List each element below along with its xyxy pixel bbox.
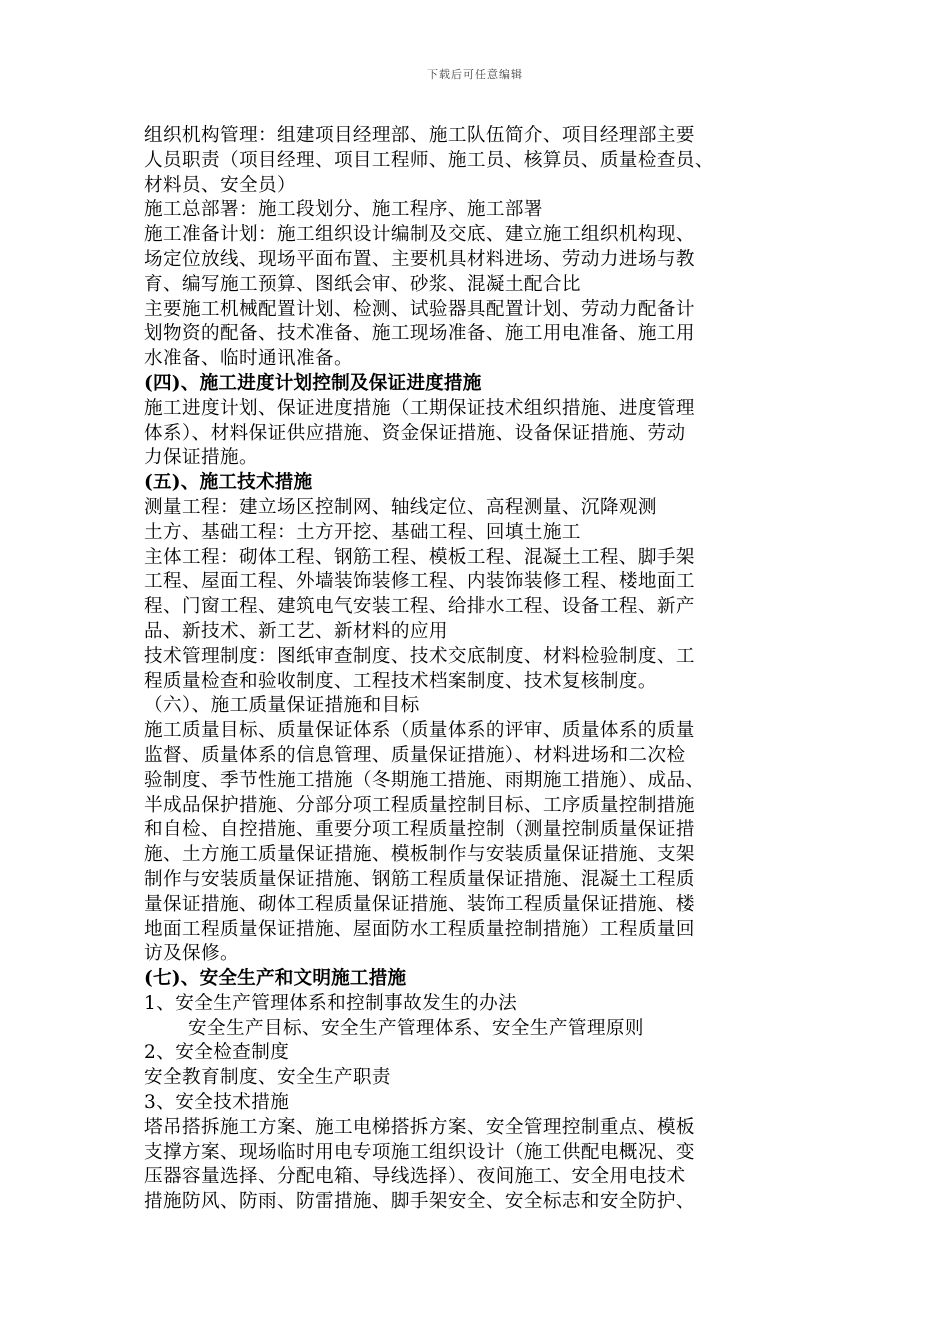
text-line: 程、门窗工程、建筑电气安装工程、给排水工程、设备工程、新产 [144,596,695,618]
text-line: 塔吊搭拆施工方案、施工电梯搭拆方案、安全管理控制重点、模板 [144,1116,695,1138]
text-line: 材料员、安全员） [144,174,296,196]
text-line: 施工进度计划、保证进度措施（工期保证技术组织措施、进度管理 [144,397,695,419]
section-heading: (七)、安全生产和文明施工措施 [144,968,407,990]
text-line: 和自检、自控措施、重要分项工程质量控制（测量控制质量保证措 [144,819,695,841]
text-line: 体系）、材料保证供应措施、资金保证措施、设备保证措施、劳动 [144,422,686,444]
text-line: 施工质量目标、质量保证体系（质量体系的评审、质量体系的质量 [144,720,695,742]
text-line: 3、安全技术措施 [144,1092,290,1114]
section-heading: (五)、施工技术措施 [144,472,313,494]
text-line: 施、土方施工质量保证措施、模板制作与安装质量保证措施、支架 [144,844,695,866]
text-line: 组织机构管理：组建项目经理部、施工队伍简介、项目经理部主要 [144,125,695,146]
text-line: 力保证措施。 [144,447,258,469]
text-line: 施工总部署：施工段划分、施工程序、施工部署 [144,199,543,221]
text-line: 技术管理制度：图纸审查制度、技术交底制度、材料检验制度、工 [144,645,695,667]
text-line: 安全教育制度、安全生产职责 [144,1067,391,1089]
text-line: 验制度、季节性施工措施（冬期施工措施、雨期施工措施）、成品、 [144,769,705,791]
text-line: 程质量检查和验收制度、工程技术档案制度、技术复核制度。 [144,670,657,692]
text-line: 土方、基础工程：土方开挖、基础工程、回填土施工 [144,521,581,543]
text-line: 施工准备计划：施工组织设计编制及交底、建立施工组织机构现、 [144,224,695,246]
text-line: 划物资的配备、技术准备、施工现场准备、施工用电准备、施工用 [144,323,695,345]
text-line: 地面工程质量保证措施、屋面防水工程质量控制措施）工程质量回 [144,918,695,940]
text-line: 措施防风、防雨、防雷措施、脚手架安全、安全标志和安全防护、 [144,1191,695,1213]
text-line: 制作与安装质量保证措施、钢筋工程质量保证措施、混凝土工程质 [144,868,695,890]
text-line: 场定位放线、现场平面布置、主要机具材料进场、劳动力进场与教 [144,248,695,270]
text-line: 支撑方案、现场临时用电专项施工组织设计（施工供配电概况、变 [144,1141,695,1163]
text-line: 2、安全检查制度 [144,1042,290,1064]
text-line: 育、编写施工预算、图纸会审、砂浆、混凝土配合比 [144,273,581,295]
text-line: 压器容量选择、分配电箱、导线选择）、夜间施工、安全用电技术 [144,1166,686,1188]
text-line: （六）、施工质量保证措施和目标 [144,695,420,717]
text-line: 量保证措施、砌体工程质量保证措施、装饰工程质量保证措施、楼 [144,893,695,915]
text-line: 工程、屋面工程、外墙装饰装修工程、内装饰装修工程、楼地面工 [144,571,695,593]
text-line: 测量工程：建立场区控制网、轴线定位、高程测量、沉降观测 [144,496,657,518]
text-line: 半成品保护措施、分部分项工程质量控制目标、工序质量控制措施 [144,794,695,816]
text-line: 监督、质量体系的信息管理、质量保证措施）、材料进场和二次检 [144,744,686,766]
text-line: 主要施工机械配置计划、检测、试验器具配置计划、劳动力配备计 [144,298,695,320]
text-line: 人员职责（项目经理、项目工程师、施工员、核算员、质量检查员、 [144,149,714,171]
text-line: 主体工程：砌体工程、钢筋工程、模板工程、混凝土工程、脚手架 [144,546,695,568]
page-header-note: 下载后可任意编辑 [427,68,523,81]
text-line: 访及保修。 [144,943,239,965]
text-line: 品、新技术、新工艺、新材料的应用 [144,620,448,642]
text-line: 1、安全生产管理体系和控制事故发生的办法 [144,992,518,1014]
document-body [144,124,816,1215]
section-heading: (四)、施工进度计划控制及保证进度措施 [144,372,482,394]
text-line: 安全生产目标、安全生产管理体系、安全生产管理原则 [188,1017,644,1039]
text-line: 水准备、临时通讯准备。 [144,348,353,370]
